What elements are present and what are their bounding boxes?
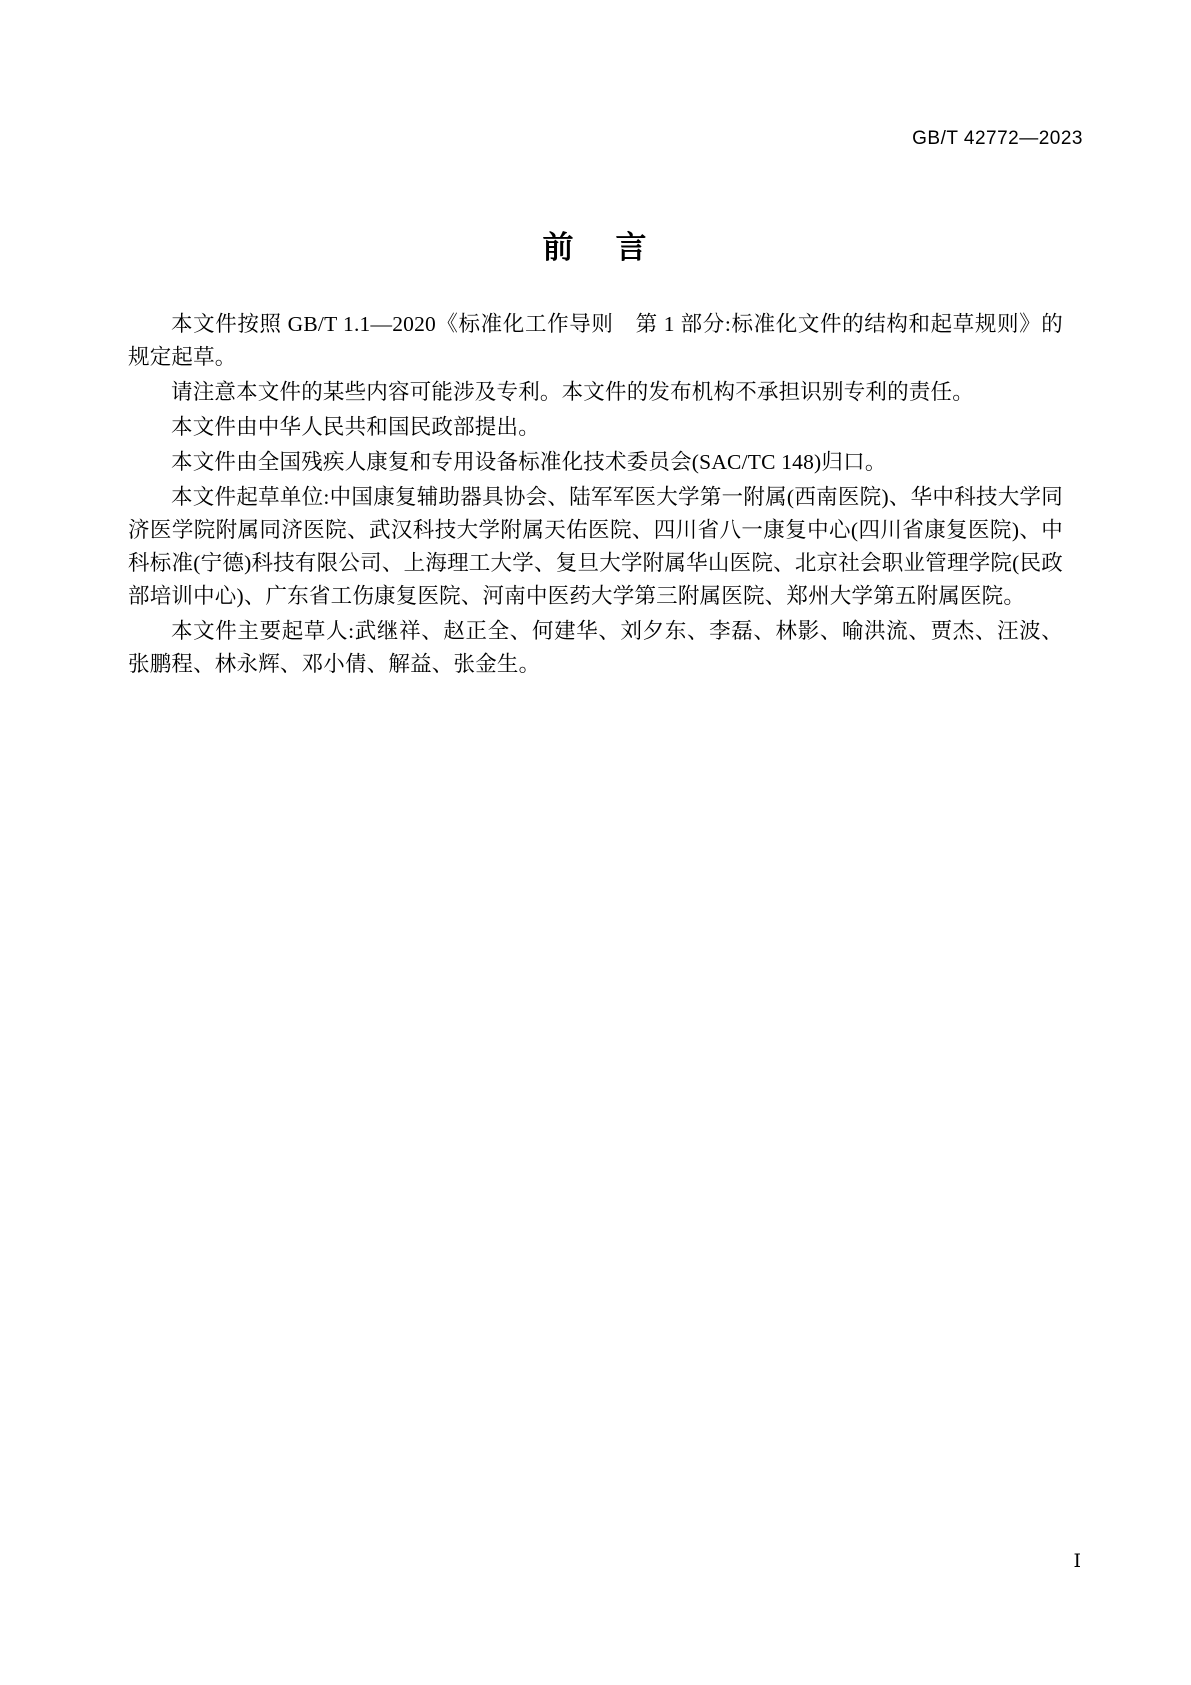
- page-title-char-2: 言: [615, 230, 649, 266]
- page-title-char-1: 前: [542, 230, 576, 266]
- paragraph: 本文件主要起草人:武继祥、赵正全、何建华、刘夕东、李磊、林影、喻洪流、贾杰、汪波、张鹏程、林永辉、邓小倩、解益、张金生。: [128, 619, 1063, 676]
- paragraph: 请注意本文件的某些内容可能涉及专利。本文件的发布机构不承担识别专利的责任。: [171, 380, 974, 404]
- paragraph: 本文件由中华人民共和国民政部提出。: [171, 415, 540, 439]
- page-header-standard-number: GB/T 42772—2023: [912, 128, 1083, 149]
- foreword-body: [128, 308, 1063, 683]
- paragraph: 本文件按照 GB/T 1.1—2020《标准化工作导则 第 1 部分:标准化文件的结构和起草规则》的规定起草。: [128, 312, 1063, 369]
- paragraph: 本文件由全国残疾人康复和专用设备标准化技术委员会(SAC/TC 148)归口。: [171, 450, 887, 474]
- page-title: [0, 222, 1191, 267]
- page-number: Ⅰ: [1073, 1551, 1081, 1572]
- paragraph: 本文件起草单位:中国康复辅助器具协会、陆军军医大学第一附属(西南医院)、华中科技大学同济医学院附属同济医院、武汉科技大学附属天佑医院、四川省八一康复中心(四川省康复医院)、中科标准(宁德)科技有限公司、上海理工大学、复旦大学附属华山医院、北京社会职业管理学院(民政部培训中心)、广东省工伤康复医院、河南中医药大学第三附属医院、郑州大学第五附属医院。: [128, 485, 1063, 608]
